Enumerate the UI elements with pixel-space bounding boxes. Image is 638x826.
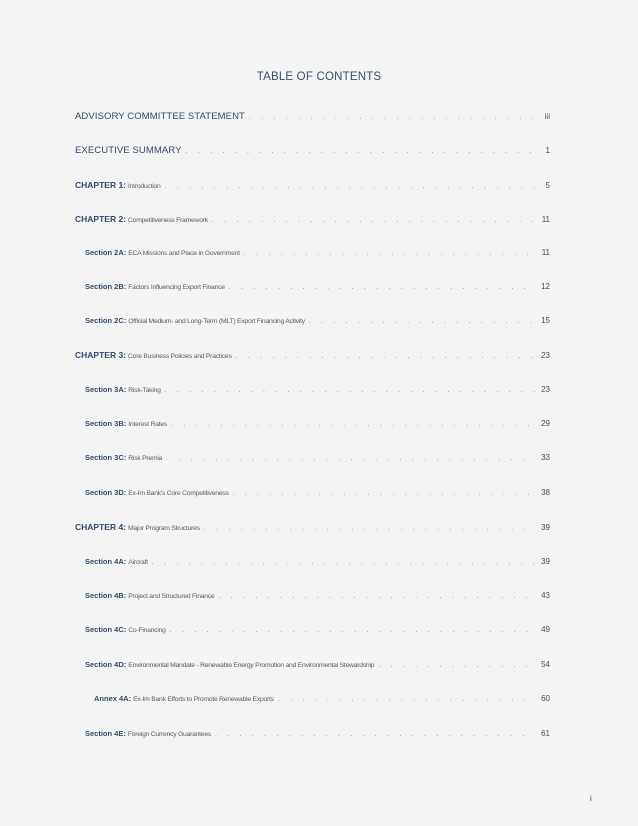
toc-entry-text: Core Business Policies and Practices [128, 353, 232, 360]
toc-entry-text: Ex-Im Bank Efforts to Promote Renewable Exports [133, 696, 274, 703]
toc-entry-chapter-2[interactable] [75, 212, 550, 226]
toc-entry-annex-4a[interactable] [94, 692, 550, 706]
toc-entry-section-4b[interactable] [85, 589, 550, 603]
toc-entry-page: 39 [541, 523, 550, 532]
toc-entry-label: Section 3C: [85, 453, 127, 462]
toc-entry-page: 29 [541, 419, 550, 428]
footer-page-number: i [590, 794, 592, 803]
toc-entry-label: Section 2C: [85, 316, 127, 325]
toc-entry-section-4c[interactable] [85, 623, 550, 637]
dot-leader [170, 624, 535, 638]
toc-entry-text: Ex-Im Bank's Core Competitiveness [128, 490, 229, 497]
toc-entry-page: 61 [541, 729, 550, 738]
toc-entry-label: Section 2B: [85, 282, 127, 291]
toc-entry-label: CHAPTER 4: [75, 522, 127, 532]
dot-leader [165, 384, 535, 398]
toc-entry-page: 11 [541, 248, 550, 257]
toc-entry-section-3b[interactable] [85, 417, 550, 431]
dot-leader [236, 350, 536, 364]
toc-entry-label: Section 2A: [85, 248, 127, 257]
toc-entry-page: 15 [541, 316, 550, 325]
toc-entry-label: Section 3A: [85, 385, 127, 394]
toc-entry-text: Aircraft [128, 559, 148, 566]
dot-leader [165, 180, 536, 194]
dot-leader [171, 418, 535, 432]
toc-entry-label: Section 4A: [85, 557, 127, 566]
toc-entry-text: Introduction [128, 183, 161, 190]
toc-entry-chapter-4[interactable] [75, 520, 550, 534]
toc-entry-text: Major Program Structures [128, 525, 200, 532]
dot-leader [152, 556, 535, 570]
toc-entry-page: 49 [541, 625, 550, 634]
toc-entry-page: 33 [541, 453, 550, 462]
toc-entry-label: Section 4C: [85, 625, 127, 634]
toc-entry-text: Official Medium- and Long-Term (MLT) Export Financing Activity [128, 318, 305, 325]
toc-entry-label: CHAPTER 3: [75, 350, 127, 360]
dot-leader [212, 214, 536, 228]
toc-entry-section-2b[interactable] [85, 280, 550, 294]
toc-entry-section-3c[interactable] [85, 451, 550, 465]
dot-leader [186, 145, 536, 159]
toc-entry-text: Co-Financing [128, 627, 166, 634]
toc-entry-label: CHAPTER 2: [75, 214, 127, 224]
toc-entry-label: ADVISORY COMMITTEE STATEMENT [75, 111, 245, 122]
dot-leader [215, 728, 535, 742]
dot-leader [378, 659, 535, 673]
dot-leader [309, 315, 535, 329]
toc-entry-section-3d[interactable] [85, 486, 550, 500]
dot-leader [278, 693, 535, 707]
toc-entry-chapter-3[interactable] [75, 348, 550, 362]
toc-entry-section-3a[interactable] [85, 383, 550, 397]
dot-leader [233, 487, 536, 501]
toc-entry-label: Section 4E: [85, 729, 126, 738]
toc-entry-text: ECA Missions and Place in Government [128, 250, 240, 257]
toc-entry-label: Section 4B: [85, 591, 127, 600]
toc-entry-page: 1 [545, 146, 550, 155]
toc-entry-advisory-committee-statement[interactable] [75, 110, 550, 124]
toc-entry-page: 11 [541, 215, 550, 224]
toc-entry-label: Annex 4A: [94, 694, 132, 703]
toc-entry-page: 38 [541, 488, 550, 497]
toc-entry-page: 54 [541, 660, 550, 669]
toc-title: TABLE OF CONTENTS [256, 71, 382, 83]
toc-entry-text: Risk-Taking [128, 387, 161, 394]
toc-entry-page: 39 [541, 557, 550, 566]
toc-entry-page: 43 [541, 591, 550, 600]
toc-entry-text: Competitiveness Framework [128, 217, 208, 224]
toc-entry-text: Project and Structured Finance [128, 593, 215, 600]
toc-entry-label: CHAPTER 1: [75, 180, 127, 190]
dot-leader [244, 247, 536, 261]
toc-entry-section-4e[interactable] [85, 727, 550, 741]
toc-entry-label: Section 3B: [85, 419, 127, 428]
toc-entry-label: EXECUTIVE SUMMARY [75, 145, 182, 156]
toc-entry-text: Environmental Mandate - Renewable Energy Promotion and Environmental Stewardship [128, 662, 375, 669]
toc-entry-section-4a[interactable] [85, 555, 550, 569]
toc-entry-label: Section 3D: [85, 488, 127, 497]
dot-leader [229, 281, 535, 295]
toc-entry-section-2c[interactable] [85, 314, 550, 328]
dot-leader [166, 452, 535, 466]
toc-entry-label: Section 4D: [85, 660, 127, 669]
toc-entry-chapter-1[interactable] [75, 178, 550, 192]
toc-entry-text: Risk Premia [128, 455, 163, 462]
toc-entry-page: iii [544, 112, 550, 121]
toc-entry-text: Factors Influencing Export Finance [128, 284, 225, 291]
toc-entry-page: 5 [545, 181, 550, 190]
dot-leader [218, 590, 535, 604]
toc-entry-section-4d[interactable] [85, 658, 550, 672]
toc-entry-executive-summary[interactable] [75, 144, 550, 158]
toc-entry-text: Foreign Currency Guarantees [127, 731, 212, 738]
toc-entry-text: Interest Rates [128, 421, 168, 428]
toc-entry-page: 12 [541, 282, 550, 291]
toc-entry-page: 23 [541, 351, 550, 360]
toc-entry-page: 60 [541, 694, 550, 703]
dot-leader [204, 522, 535, 536]
toc-entry-page: 23 [541, 385, 550, 394]
dot-leader [249, 111, 536, 125]
toc-entry-section-2a[interactable] [85, 246, 550, 260]
